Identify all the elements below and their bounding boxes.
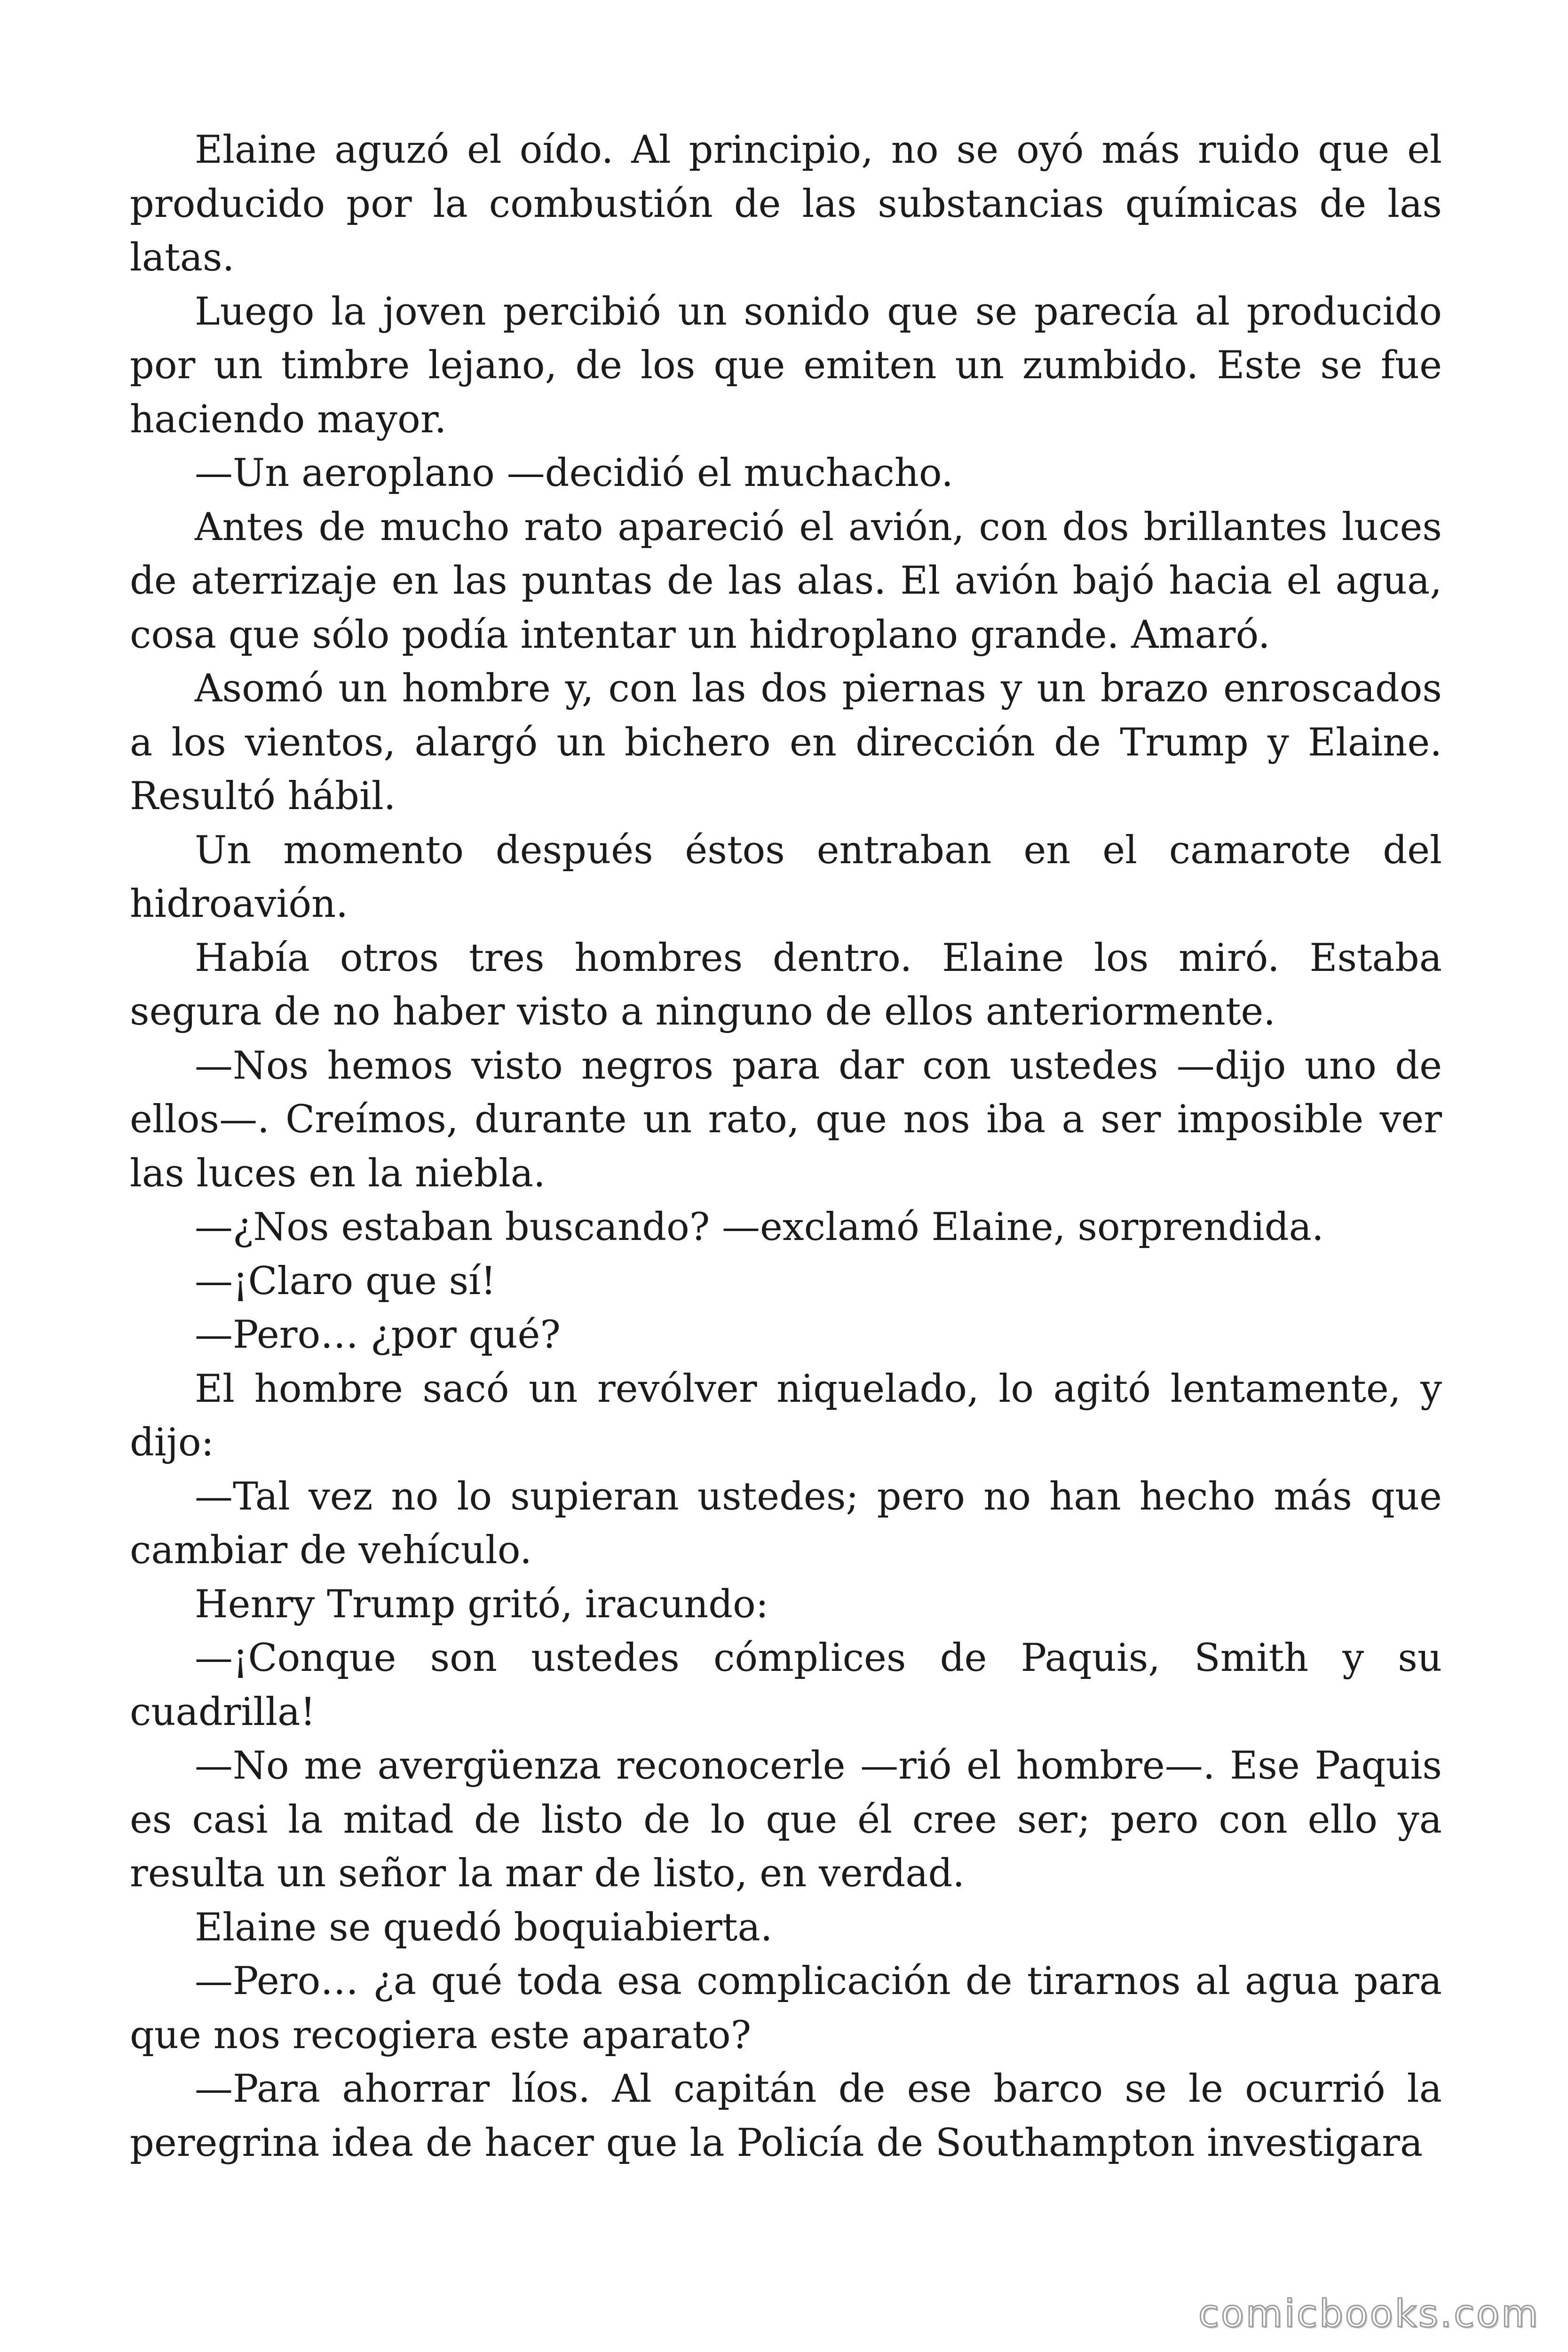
paragraph: Elaine aguzó el oído. Al principio, no se oyó más ruido que el producido por la combustión de las substancias químicas de las latas.: [130, 128, 1442, 280]
paragraph: Elaine se quedó boquiabierta.: [195, 1905, 773, 1950]
paragraph: —¡Conque son ustedes cómplices de Paquis, Smith y su cuadrilla!: [130, 1636, 1442, 1734]
body-text: [130, 123, 1442, 2170]
paragraph: Había otros tres hombres dentro. Elaine los miró. Estaba segura de no haber visto a ninguno de ellos anteriormente.: [130, 936, 1442, 1034]
paragraph: —Nos hemos visto negros para dar con ustedes —dijo uno de ellos—. Creímos, durante un rato, que nos iba a ser imposible ver las luces en la niebla.: [130, 1043, 1442, 1196]
paragraph: —¿Nos estaban buscando? —exclamó Elaine, sorprendida.: [195, 1205, 1324, 1249]
paragraph: Un momento después éstos entraban en el camarote del hidroavión.: [130, 828, 1442, 926]
paragraph: —Para ahorrar líos. Al capitán de ese barco se le ocurrió la peregrina idea de hacer que la Policía de Southampton investigara: [130, 2067, 1442, 2165]
paragraph: —Pero… ¿a qué toda esa complicación de tirarnos al agua para que nos recogiera este aparato?: [130, 1959, 1442, 2058]
paragraph: —No me avergüenza reconocerle —rió el hombre—. Ese Paquis es casi la mitad de listo de lo que él cree ser; pero con ello ya resulta un señor la mar de listo, en verdad.: [130, 1744, 1442, 1896]
paragraph: Asomó un hombre y, con las dos piernas y un brazo enroscados a los vientos, alargó un bichero en dirección de Trump y Elaine. Resultó hábil.: [130, 667, 1442, 818]
paragraph: —Pero… ¿por qué?: [195, 1313, 561, 1357]
site-watermark: comicbooks.com: [1198, 2292, 1540, 2336]
paragraph: —¡Claro que sí!: [195, 1259, 496, 1303]
paragraph: Henry Trump gritó, iracundo:: [195, 1582, 769, 1627]
paragraph: —Un aeroplano —decidió el muchacho.: [195, 451, 953, 495]
paragraph: Antes de mucho rato apareció el avión, con dos brillantes luces de aterrizaje en las puntas de las alas. El avión bajó hacia el agua, cosa que sólo podía intentar un hidroplano grande. Amaró.: [130, 505, 1442, 657]
paragraph: —Tal vez no lo supieran ustedes; pero no han hecho más que cambiar de vehículo.: [130, 1474, 1442, 1573]
paragraph: El hombre sacó un revólver niquelado, lo agitó lentamente, y dijo:: [130, 1367, 1442, 1465]
paragraph: Luego la joven percibió un sonido que se parecía al producido por un timbre lejano, de los que emiten un zumbido. Este se fue haciendo mayor.: [130, 289, 1442, 442]
